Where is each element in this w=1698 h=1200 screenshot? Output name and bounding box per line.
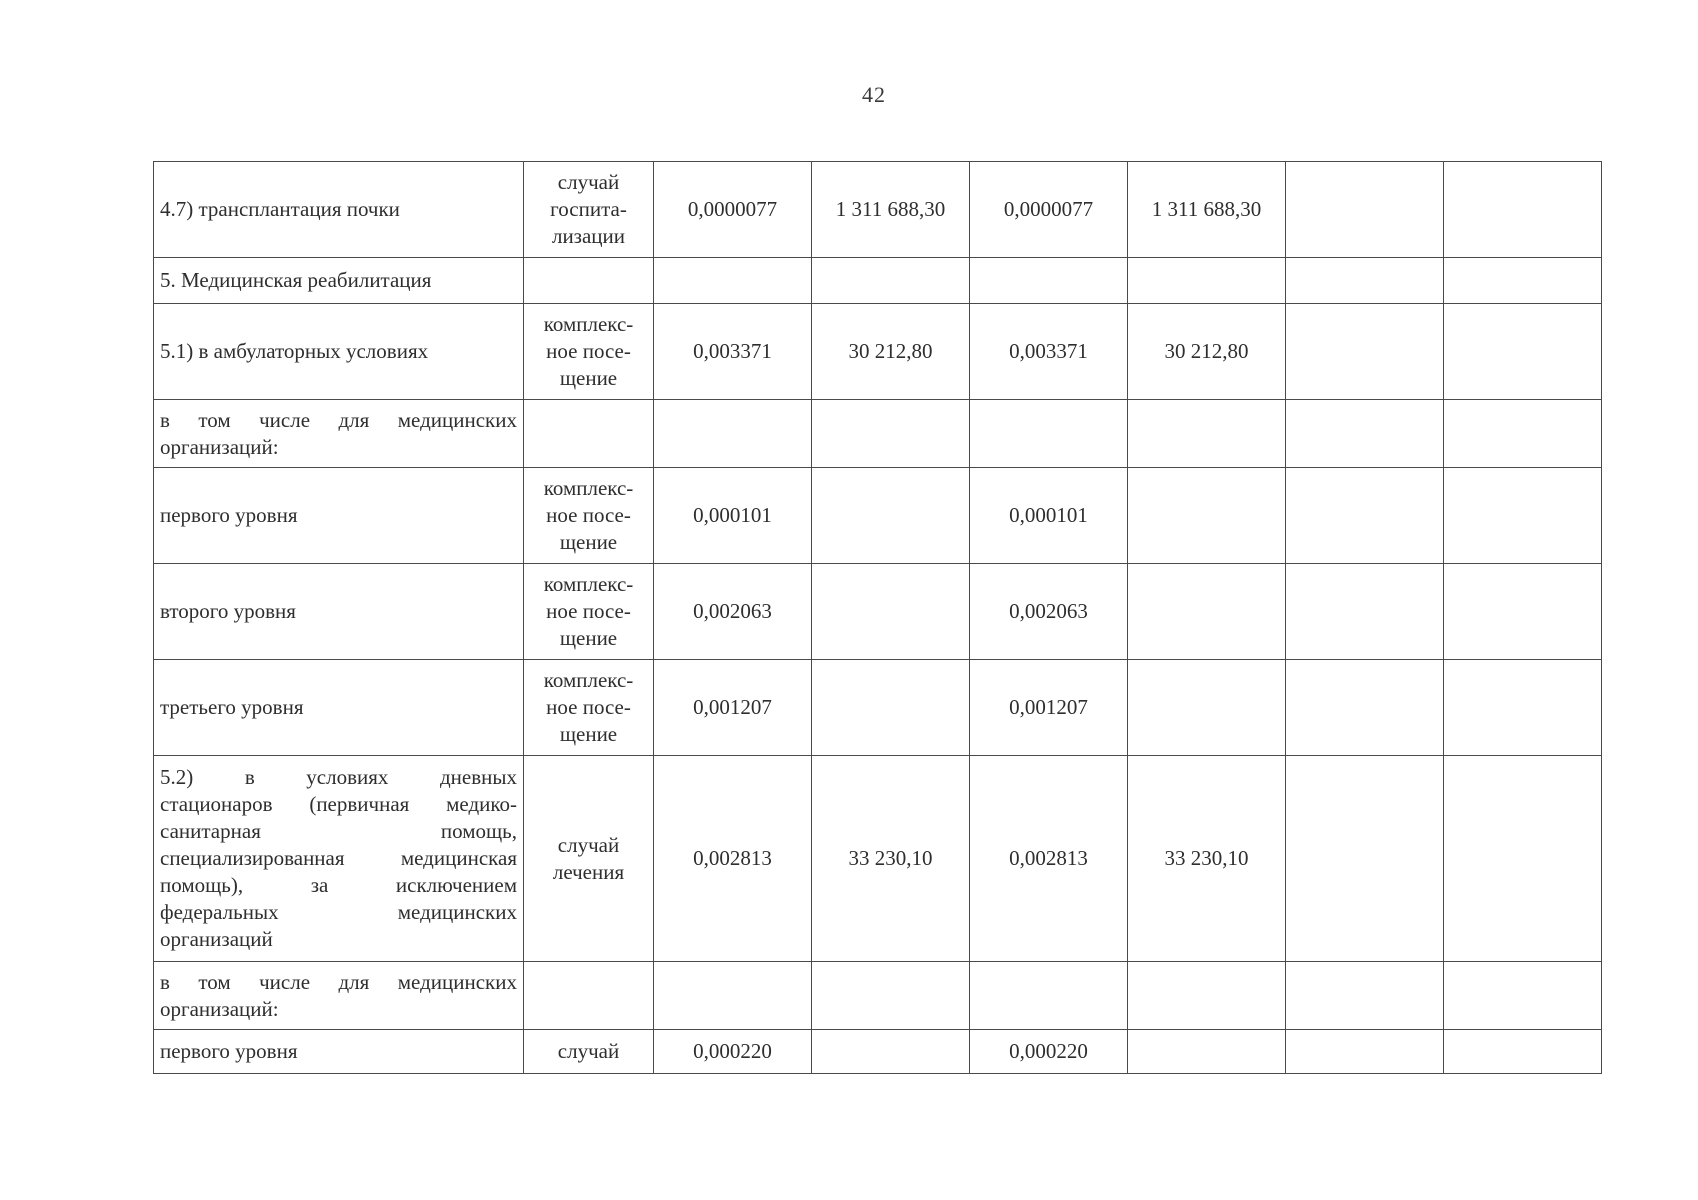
row-label-line: санитарная помощь, — [160, 819, 517, 843]
table-row — [154, 962, 1602, 1030]
row-unit-line: щение — [559, 366, 618, 390]
row-unit-line: щение — [559, 626, 618, 650]
page-number: 42 — [862, 82, 886, 107]
table-row — [154, 660, 1602, 756]
row-unit-line: щение — [559, 722, 618, 746]
row-unit-line: комплекс- — [543, 668, 634, 692]
row-value-v2: 1 311 688,30 — [812, 162, 970, 258]
row-label: 5. Медицинская реабилитация — [154, 258, 524, 304]
row-value-v1: 0,0000077 — [654, 162, 812, 258]
row-label: первого уровня — [154, 468, 524, 564]
row-value-v2 — [812, 564, 970, 660]
row-unit-line: щение — [559, 530, 618, 554]
row-value-v4 — [1128, 400, 1286, 468]
table-body — [154, 162, 1602, 1074]
row-value-v4: 1 311 688,30 — [1128, 162, 1286, 258]
row-value-v2 — [812, 1030, 970, 1074]
row-value-v5 — [1286, 660, 1444, 756]
row-unit-line: комплекс- — [543, 572, 634, 596]
row-unit-line: комплекс- — [543, 476, 634, 500]
row-value-v3: 0,000101 — [970, 468, 1128, 564]
row-value-v5 — [1286, 756, 1444, 962]
row-unit — [524, 660, 654, 756]
row-label — [154, 756, 524, 962]
row-label-line: организаций: — [160, 434, 279, 459]
row-value-v6 — [1444, 400, 1602, 468]
row-value-v3: 0,002063 — [970, 564, 1128, 660]
row-label — [154, 400, 524, 468]
row-value-v2 — [812, 400, 970, 468]
row-unit-line: ное посе- — [546, 695, 631, 719]
row-value-v2: 33 230,10 — [812, 756, 970, 962]
row-value-v5 — [1286, 962, 1444, 1030]
row-label-line: федеральных медицинских — [160, 900, 517, 924]
row-label: первого уровня — [154, 1030, 524, 1074]
row-value-v6 — [1444, 564, 1602, 660]
table-row — [154, 468, 1602, 564]
row-value-v4 — [1128, 660, 1286, 756]
table-row — [154, 304, 1602, 400]
row-unit — [524, 258, 654, 304]
row-label: 4.7) трансплантация почки — [154, 162, 524, 258]
row-unit-line: комплекс- — [543, 312, 634, 336]
row-label-line: в том числе для медицинских — [160, 969, 517, 994]
row-unit — [524, 468, 654, 564]
row-value-v5 — [1286, 400, 1444, 468]
row-unit — [524, 304, 654, 400]
row-value-v6 — [1444, 162, 1602, 258]
row-value-v6 — [1444, 468, 1602, 564]
row-value-v6 — [1444, 1030, 1602, 1074]
row-label-line: в том числе для медицинских — [160, 407, 517, 432]
row-value-v2 — [812, 660, 970, 756]
row-value-v5 — [1286, 468, 1444, 564]
row-unit — [524, 1030, 654, 1074]
row-unit-line: ное посе- — [546, 339, 631, 363]
row-unit-line: ное посе- — [546, 599, 631, 623]
row-value-v3 — [970, 258, 1128, 304]
row-unit — [524, 400, 654, 468]
row-value-v6 — [1444, 962, 1602, 1030]
table-row — [154, 756, 1602, 962]
row-value-v3 — [970, 962, 1128, 1030]
table-row — [154, 258, 1602, 304]
row-value-v1: 0,002813 — [654, 756, 812, 962]
row-value-v6 — [1444, 304, 1602, 400]
row-label-line: 5.2) в условиях дневных — [160, 765, 517, 789]
data-table — [153, 161, 1602, 1074]
row-value-v6 — [1444, 756, 1602, 962]
row-value-v4 — [1128, 1030, 1286, 1074]
row-unit — [524, 756, 654, 962]
row-value-v5 — [1286, 564, 1444, 660]
row-unit-line: случай — [557, 832, 620, 857]
row-value-v6 — [1444, 660, 1602, 756]
row-value-v3 — [970, 400, 1128, 468]
row-value-v1: 0,000220 — [654, 1030, 812, 1074]
row-value-v1 — [654, 400, 812, 468]
row-unit-line: госпита- — [550, 197, 627, 221]
row-value-v4: 33 230,10 — [1128, 756, 1286, 962]
row-value-v1: 0,003371 — [654, 304, 812, 400]
row-value-v2: 30 212,80 — [812, 304, 970, 400]
row-label-line: специализированная медицинская — [160, 846, 517, 870]
row-value-v3: 0,002813 — [970, 756, 1128, 962]
row-value-v1: 0,002063 — [654, 564, 812, 660]
row-unit-line: лечения — [552, 859, 625, 884]
row-label: второго уровня — [154, 564, 524, 660]
row-value-v6 — [1444, 258, 1602, 304]
row-value-v1: 0,001207 — [654, 660, 812, 756]
row-label-line: организаций — [160, 927, 273, 951]
row-label: 5.1) в амбулаторных условиях — [154, 304, 524, 400]
row-label-line: организаций: — [160, 996, 279, 1021]
row-value-v1 — [654, 258, 812, 304]
row-value-v3: 0,003371 — [970, 304, 1128, 400]
row-unit-line: случай — [557, 1039, 620, 1063]
row-value-v2 — [812, 962, 970, 1030]
row-value-v2 — [812, 468, 970, 564]
row-value-v4 — [1128, 468, 1286, 564]
row-label — [154, 962, 524, 1030]
row-value-v3: 0,000220 — [970, 1030, 1128, 1074]
row-value-v1 — [654, 962, 812, 1030]
row-value-v3: 0,0000077 — [970, 162, 1128, 258]
row-label-line: стационаров (первичная медико- — [160, 792, 517, 816]
row-unit-line: ное посе- — [546, 503, 631, 527]
row-value-v5 — [1286, 304, 1444, 400]
row-unit-line: лизации — [551, 224, 626, 248]
table-row — [154, 564, 1602, 660]
row-label: третьего уровня — [154, 660, 524, 756]
row-value-v4 — [1128, 258, 1286, 304]
table-row — [154, 162, 1602, 258]
row-label-line: помощь), за исключением — [160, 873, 517, 897]
row-unit-line: случай — [557, 170, 620, 194]
table-row — [154, 400, 1602, 468]
row-value-v3: 0,001207 — [970, 660, 1128, 756]
row-value-v5 — [1286, 162, 1444, 258]
row-value-v5 — [1286, 1030, 1444, 1074]
row-value-v4 — [1128, 564, 1286, 660]
row-value-v2 — [812, 258, 970, 304]
row-value-v1: 0,000101 — [654, 468, 812, 564]
table-row — [154, 1030, 1602, 1074]
row-value-v4: 30 212,80 — [1128, 304, 1286, 400]
row-value-v4 — [1128, 962, 1286, 1030]
row-unit — [524, 962, 654, 1030]
row-value-v5 — [1286, 258, 1444, 304]
row-unit — [524, 564, 654, 660]
row-unit — [524, 162, 654, 258]
